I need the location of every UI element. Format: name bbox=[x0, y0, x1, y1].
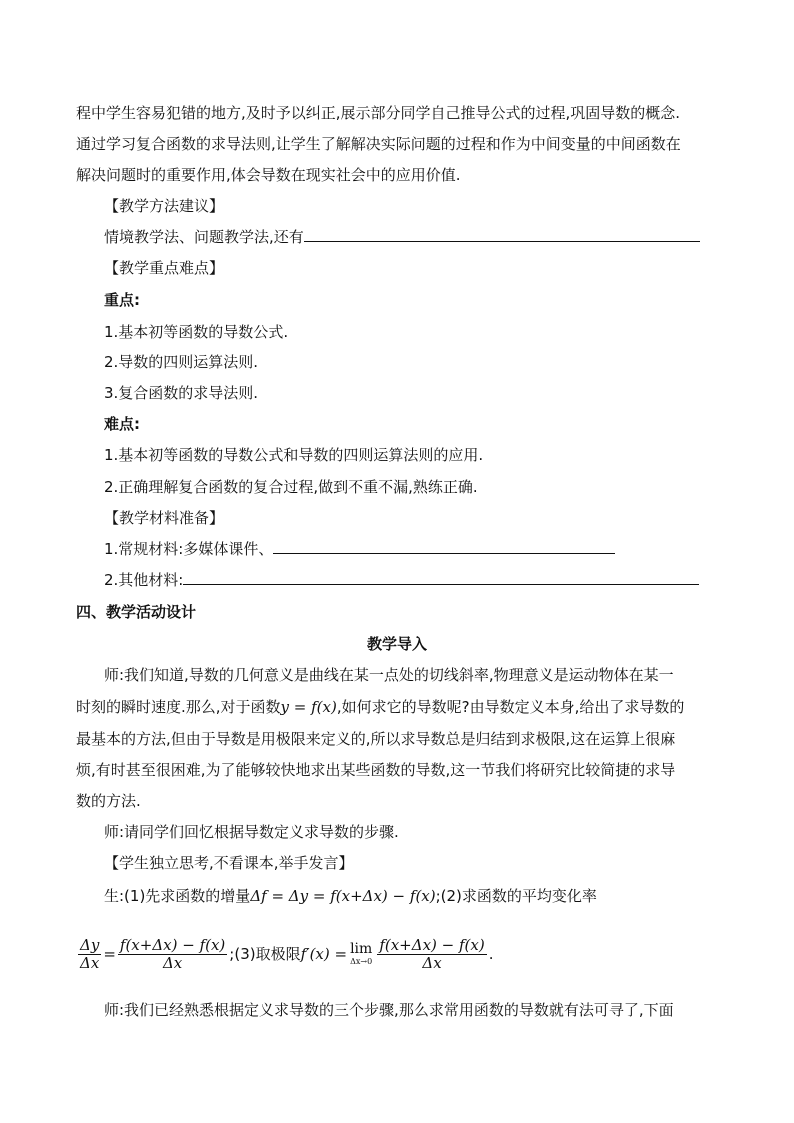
fraction-numerator: Δy bbox=[80, 936, 100, 954]
intro-line-3: 解决问题时的重要作用,体会导数在现实社会中的应用价值. bbox=[76, 166, 461, 184]
fraction-numerator: f(x+Δx) − f(x) bbox=[379, 936, 485, 954]
materials-item-2-label: 2.其他材料: bbox=[104, 571, 184, 589]
equals-sign: = bbox=[103, 945, 116, 963]
intro-line-1: 程中学生容易犯错的地方,及时予以纠正,展示部分同学自己推导公式的过程,巩固导数的概念. bbox=[76, 104, 681, 122]
difficulty-item-1: 1.基本初等函数的导数公式和导数的四则运算法则的应用. bbox=[104, 446, 484, 464]
section-subheading: 教学导入 bbox=[366, 635, 427, 653]
teacher-para-1-line-5: 数的方法. bbox=[76, 792, 141, 810]
methods-blank-field[interactable] bbox=[304, 227, 700, 242]
materials-blank-field-2[interactable] bbox=[183, 570, 699, 585]
limit-subscript: Δx→0 bbox=[350, 957, 373, 966]
key-points-heading: 【教学重点难点】 bbox=[104, 259, 225, 277]
materials-blank-field-1[interactable] bbox=[273, 539, 615, 554]
focus-item-1: 1.基本初等函数的导数公式. bbox=[104, 323, 289, 341]
focus-item-3: 3.复合函数的求导法则. bbox=[104, 384, 259, 402]
teacher-para-3: 师:我们已经熟悉根据定义求导数的三个步骤,那么求常用函数的导数就有法可寻了,下面 bbox=[104, 1001, 674, 1019]
methods-line bbox=[104, 227, 700, 247]
teacher-para-1-line-1: 师:我们知道,导数的几何意义是曲线在某一点处的切线斜率,物理意义是运动物体在某一 bbox=[104, 666, 674, 684]
materials-item-2 bbox=[104, 570, 699, 590]
difficulty-label: 难点: bbox=[104, 415, 140, 433]
period: . bbox=[488, 945, 494, 963]
section-heading: 四、教学活动设计 bbox=[76, 603, 197, 621]
fraction-denominator: Δx bbox=[162, 954, 183, 972]
intro-line-2: 通过学习复合函数的求导法则,让学生了解解决实际问题的过程和作为中间变量的中间函数在 bbox=[76, 135, 681, 153]
teacher-para-2: 师:请同学们回忆根据导数定义求导数的步骤. bbox=[104, 823, 399, 841]
limit-operator bbox=[350, 942, 372, 967]
para-text: 时刻的瞬时速度.那么,对于函数 bbox=[76, 698, 281, 716]
increment-formula: Δf = Δy = f(x+Δx) − f(x) bbox=[250, 887, 436, 905]
function-formula: y = f(x) bbox=[280, 698, 337, 716]
limit-label: lim bbox=[350, 941, 373, 957]
focus-item-2: 2.导数的四则运算法则. bbox=[104, 353, 259, 371]
derivative-fraction bbox=[377, 937, 486, 972]
teacher-para-1-line-4: 烦,有时甚至很困难,为了能够较快地求出某些函数的导数,这一节我们将研究比较简捷的求导 bbox=[76, 761, 676, 779]
fraction-numerator: f(x+Δx) − f(x) bbox=[119, 936, 226, 954]
answer-text: 生:(1)先求函数的增量 bbox=[104, 887, 251, 905]
average-rate-fraction bbox=[118, 937, 227, 972]
materials-heading: 【教学材料准备】 bbox=[104, 509, 225, 527]
difficulty-item-2: 2.正确理解复合函数的复合过程,做到不重不漏,熟练正确. bbox=[104, 478, 478, 496]
answer-text: ;(2)求函数的平均变化率 bbox=[435, 887, 597, 905]
materials-item-1-label: 1.常规材料:多媒体课件、 bbox=[104, 540, 274, 558]
materials-item-1 bbox=[104, 539, 615, 559]
fraction-denominator: Δx bbox=[422, 954, 442, 972]
focus-label: 重点: bbox=[104, 291, 140, 309]
methods-heading: 【教学方法建议】 bbox=[104, 197, 225, 215]
derivative-symbol: f′(x) = bbox=[300, 945, 348, 963]
student-answer-line-2 bbox=[76, 937, 494, 972]
para-text: ,如何求它的导数呢?由导数定义本身,给出了求导数的 bbox=[336, 698, 685, 716]
student-answer-line-1 bbox=[104, 886, 597, 906]
fraction-denominator: Δx bbox=[80, 954, 100, 972]
delta-fraction bbox=[78, 937, 101, 972]
student-instruction: 【学生独立思考,不看课本,举手发言】 bbox=[104, 854, 354, 872]
teacher-para-1-line-3: 最基本的方法,但由于导数是用极限来定义的,所以求导数总是归结到求极限,这在运算上很麻 bbox=[76, 730, 676, 748]
answer-text: ;(3)取极限 bbox=[229, 945, 301, 963]
methods-text: 情境教学法、问题教学法,还有 bbox=[104, 228, 304, 246]
teacher-para-1-line-2 bbox=[76, 697, 684, 717]
